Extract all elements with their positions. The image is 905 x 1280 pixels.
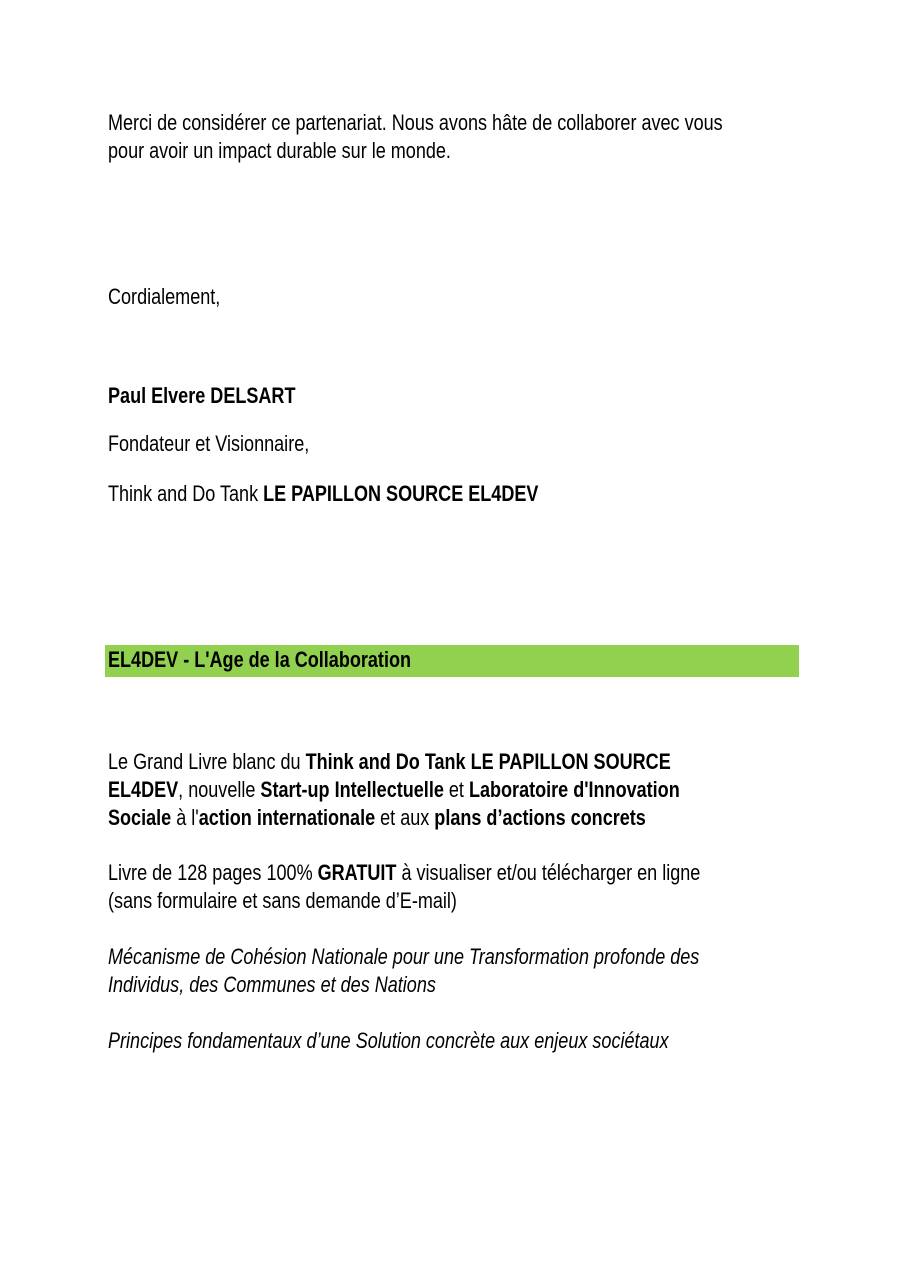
text-run-bold: Think and Do Tank LE PAPILLON SOURCE xyxy=(305,749,671,774)
paragraph-line-italic xyxy=(108,971,436,999)
text-run-bold: Start-up Intellectuelle xyxy=(260,777,444,802)
paragraph-line xyxy=(108,776,680,804)
org-prefix: Think and Do Tank xyxy=(108,481,264,506)
text-run-bold: Sociale xyxy=(108,805,172,830)
text-run-bold: Laboratoire d'Innovation xyxy=(468,777,680,802)
text-run-bold: plans d’actions concrets xyxy=(434,805,646,830)
text-run-italic: Principes fondamentaux d’une Solution concrète aux enjeux sociétaux xyxy=(108,1028,669,1053)
text-run: et aux xyxy=(375,805,435,830)
text-run: Le Grand Livre blanc du xyxy=(108,749,306,774)
text-run-italic: Mécanisme de Cohésion Nationale pour une Transformation profonde des xyxy=(108,944,700,969)
closing-text-line: pour avoir un impact durable sur le monde. xyxy=(108,138,451,163)
signature-organization xyxy=(108,480,538,508)
text-run: à visualiser et/ou télécharger en ligne xyxy=(396,860,701,885)
paragraph-line: (sans formulaire et sans demande d’E-mail) xyxy=(108,888,457,913)
paragraph-line xyxy=(108,859,700,887)
text-run-bold: EL4DEV xyxy=(108,777,179,802)
text-run-bold: GRATUIT xyxy=(317,860,397,885)
signature-name-text: Paul Elvere DELSART xyxy=(108,383,296,408)
section-heading xyxy=(108,646,411,674)
paragraph-line-italic xyxy=(108,1027,669,1055)
paragraph-line xyxy=(108,804,646,832)
section-heading-text: EL4DEV - L'Age de la Collaboration xyxy=(108,647,411,672)
salutation: Cordialement, xyxy=(108,284,221,309)
text-run: , nouvelle xyxy=(178,777,261,802)
closing-text-line: Merci de considérer ce partenariat. Nous avons hâte de collaborer avec vous xyxy=(108,110,723,135)
text-run-bold: action internationale xyxy=(198,805,376,830)
org-name: LE PAPILLON SOURCE EL4DEV xyxy=(263,481,539,506)
text-run: à l' xyxy=(171,805,199,830)
text-run: Livre de 128 pages 100% xyxy=(108,860,318,885)
paragraph-line-italic xyxy=(108,943,699,971)
text-run-italic: Individus, des Communes et des Nations xyxy=(108,972,436,997)
paragraph-line xyxy=(108,748,671,776)
signature-name xyxy=(108,382,295,410)
text-run: et xyxy=(443,777,469,802)
signature-title: Fondateur et Visionnaire, xyxy=(108,431,310,456)
